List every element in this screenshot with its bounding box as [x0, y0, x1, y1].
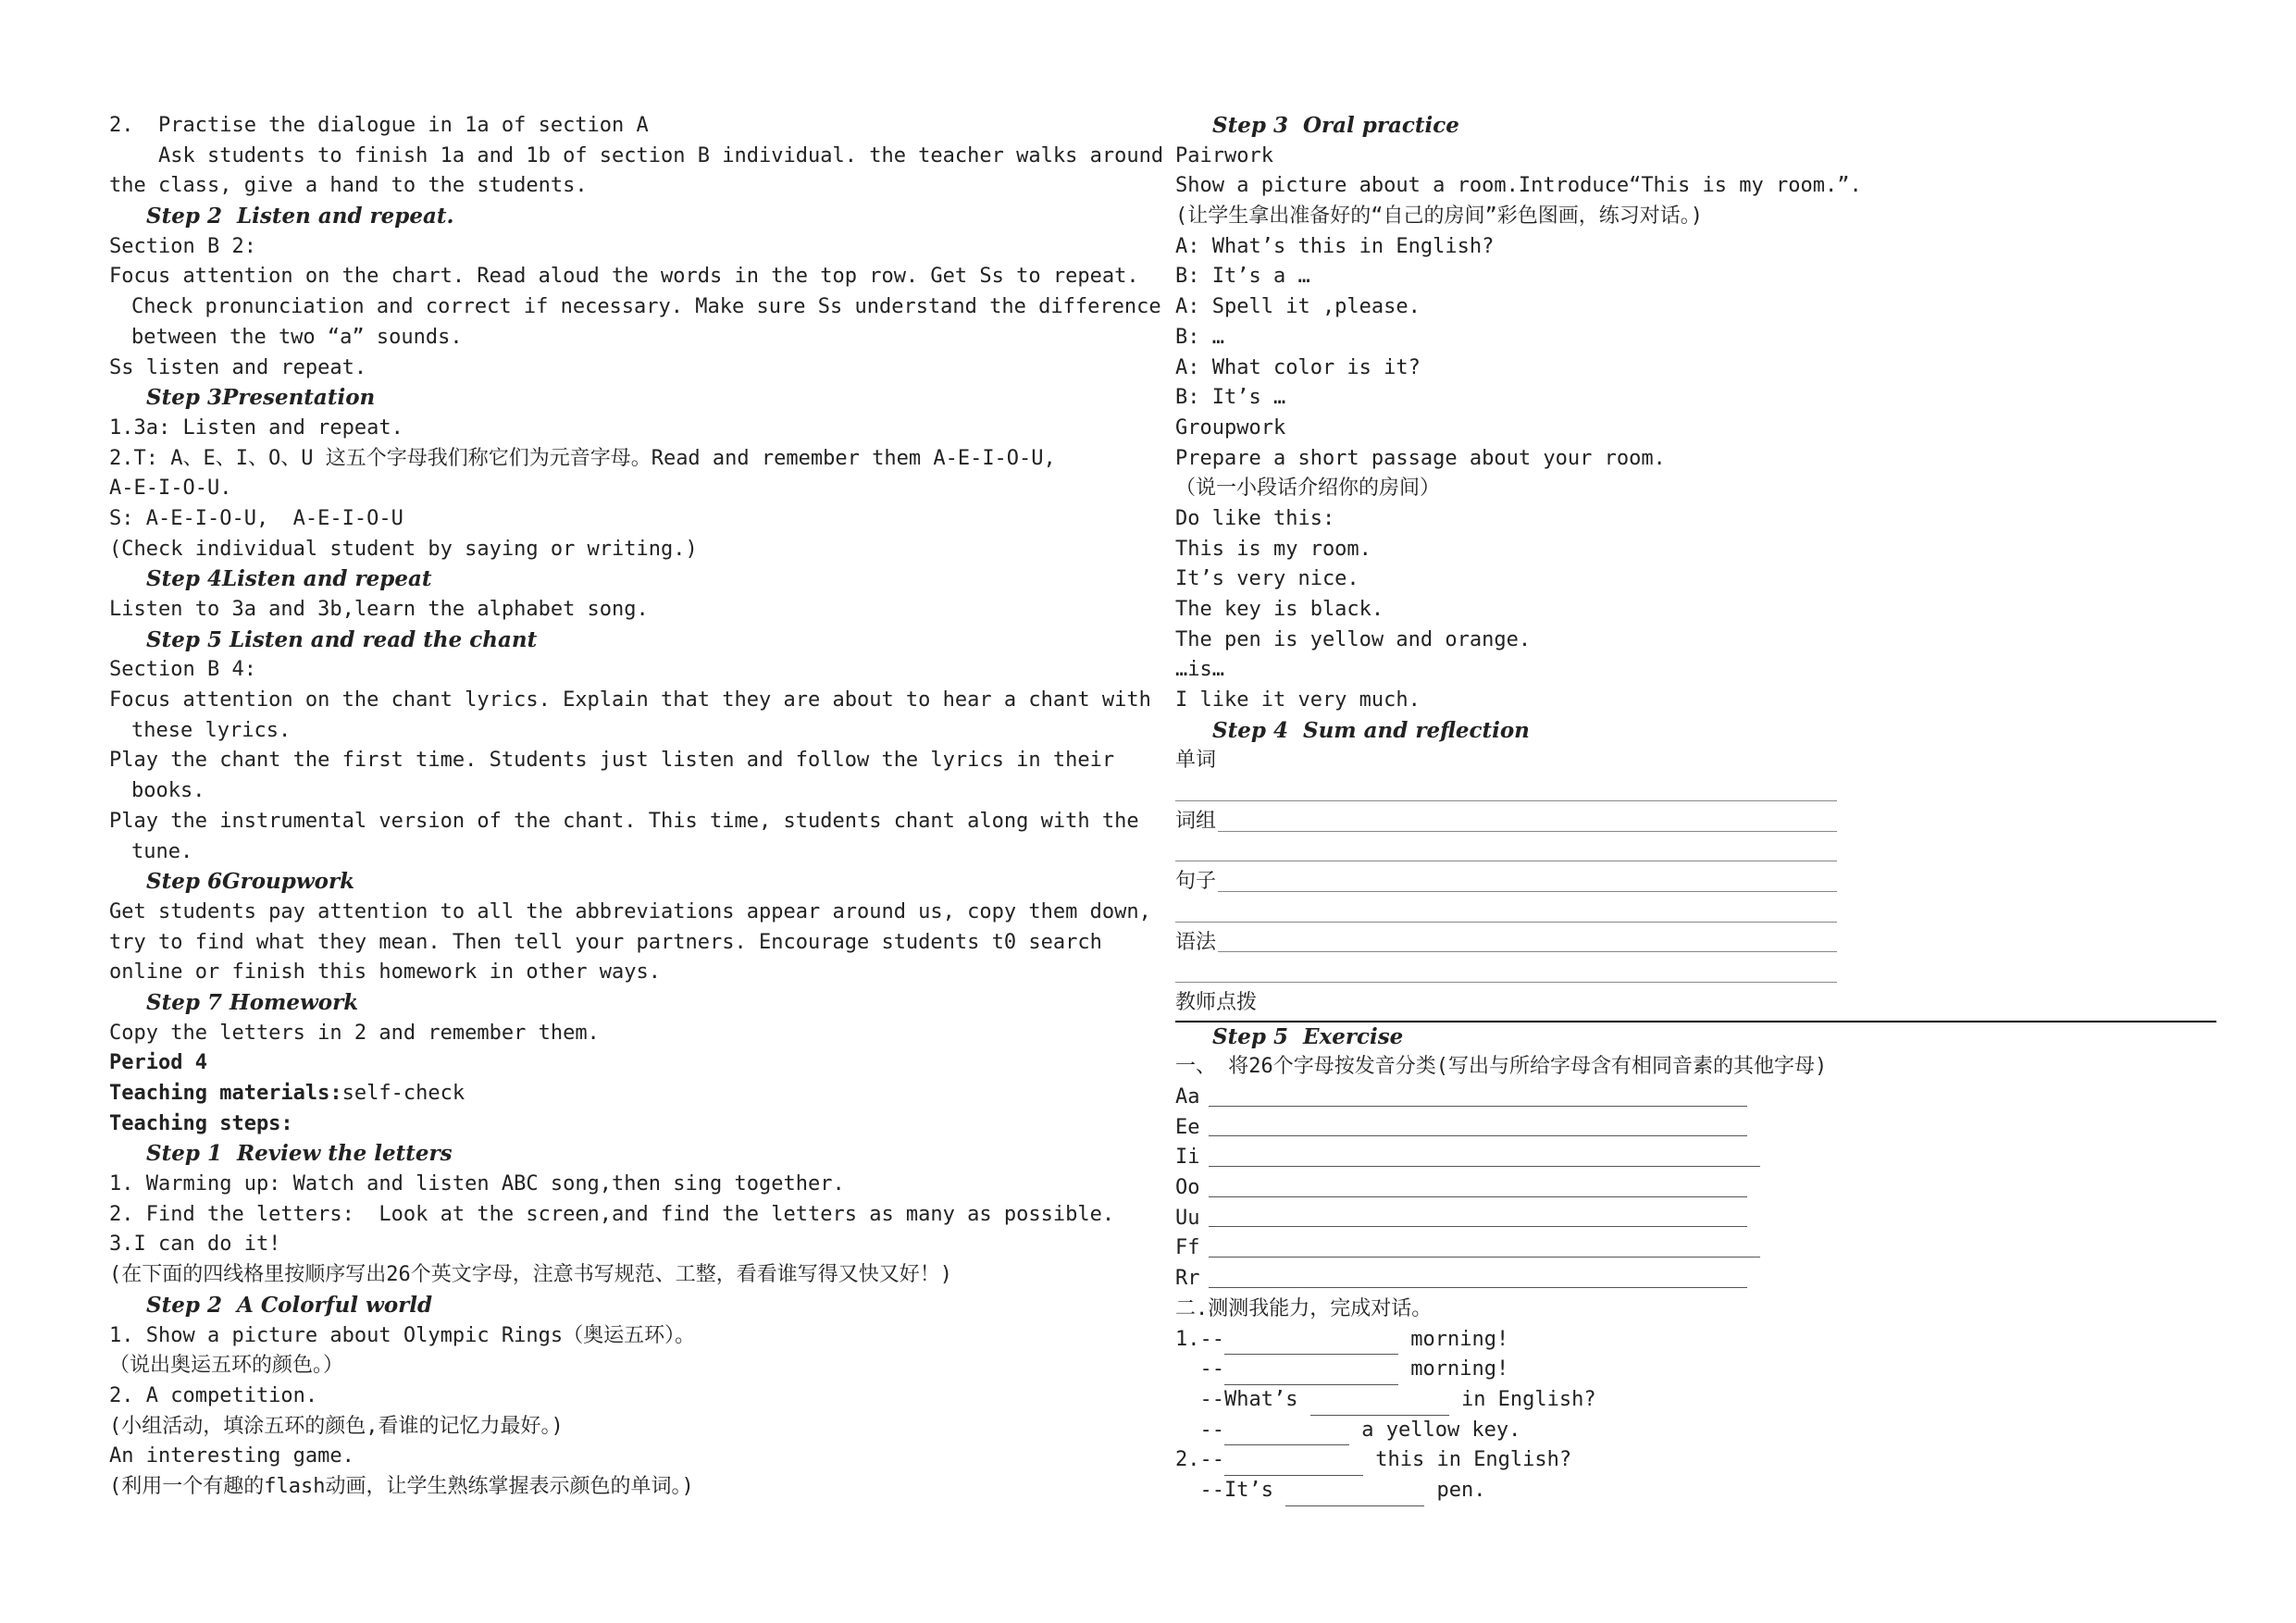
letter-row: [1175, 1143, 2221, 1173]
writing-line: [1175, 898, 1837, 928]
text-line: 2. A competition.: [109, 1383, 318, 1407]
text-line: …is…: [1175, 658, 1224, 682]
answer-blank[interactable]: [1209, 1226, 1747, 1227]
dialogue-item: [1175, 1445, 2221, 1476]
exercise-instruction: 二.测测我能力，完成对话。: [1175, 1296, 1433, 1320]
answer-blank[interactable]: [1209, 1166, 1760, 1167]
step-heading: Step 3 Oral practice: [1212, 113, 1459, 138]
writing-line: [1218, 891, 1837, 892]
words-label: 单词: [1175, 749, 1217, 773]
text-line: A-E-I-O-U.: [109, 477, 232, 501]
teaching-steps-heading: Teaching steps:: [109, 1111, 293, 1135]
text-line: between the two “a” sounds.: [131, 325, 463, 349]
text-line: books.: [131, 779, 205, 803]
writing-line: [1175, 837, 1837, 868]
step-heading: Step 4 Sum and reflection: [1212, 717, 1530, 743]
letter-label: Ee: [1175, 1115, 1200, 1139]
dialogue-line: B: It’s a …: [1175, 265, 1310, 289]
dialogue-line: B: It’s …: [1175, 386, 1286, 410]
answer-blank[interactable]: [1310, 1394, 1449, 1416]
dialogue-suffix: this in English?: [1362, 1448, 1572, 1472]
teacher-comment-label: 教师点拨: [1175, 990, 1258, 1014]
answer-blank[interactable]: [1209, 1287, 1747, 1288]
text-line: Focus attention on the chart. Read aloud the words in the top row. Get Ss to repeat.: [109, 265, 1139, 289]
sentences-label: 句子: [1175, 870, 1217, 894]
letter-label: Ff: [1175, 1236, 1200, 1260]
dialogue-line: A: What color is it?: [1175, 355, 1421, 379]
text-line: Do like this:: [1175, 506, 1335, 530]
letter-label: Aa: [1175, 1084, 1200, 1109]
dialogue-suffix: in English?: [1448, 1387, 1596, 1411]
text-line: 1.3a: Listen and repeat.: [109, 415, 403, 440]
step-heading: Step 5 Exercise: [1212, 1023, 1404, 1049]
step-heading: Step 3Presentation: [146, 385, 376, 411]
phrases-row: [1175, 807, 1837, 837]
text-line: Show a picture about a room.Introduce“This is my room.”.: [1175, 174, 1862, 198]
step-heading: Step 2 Listen and repeat.: [146, 204, 454, 229]
writing-line: [1218, 831, 1837, 832]
dialogue-item: [1175, 1476, 2221, 1506]
step-heading: Step 1 Review the letters: [146, 1141, 453, 1167]
text-line: Ss listen and repeat.: [109, 355, 367, 379]
text-line: 3.I can do it!: [109, 1233, 281, 1257]
letter-row: [1175, 1113, 2221, 1144]
text-line: Play the instrumental version of the chant. This time, students chant along with the: [109, 809, 1139, 833]
dialogue-line: A: Spell it ,please.: [1175, 295, 1421, 319]
dialogue-line: B: …: [1175, 325, 1224, 349]
text-line: Prepare a short passage about your room.: [1175, 446, 1666, 470]
writing-line: [1175, 776, 1837, 807]
dialogue-suffix: morning!: [1397, 1357, 1509, 1381]
text-line: Section B 2:: [109, 234, 256, 258]
text-line: 2. Practise the dialogue in 1a of section A: [109, 114, 649, 137]
text-line: (利用一个有趣的flash动画，让学生熟练掌握表示颜色的单词。): [109, 1474, 694, 1498]
answer-blank[interactable]: [1209, 1257, 1760, 1258]
text-line: (在下面的四线格里按顺序写出26个英文字母，注意书写规范、工整，看看谁写得又快又好！): [109, 1263, 952, 1287]
text-line: (让学生拿出准备好的“自己的房间”彩色图画，练习对话。): [1175, 204, 1703, 229]
text-line: 2. Find the letters: Look at the screen,and find the letters as many as possible.: [109, 1202, 1115, 1226]
teaching-materials: [109, 1079, 1136, 1109]
letter-label: Uu: [1175, 1206, 1200, 1230]
text-line: （说出奥运五环的颜色。）: [109, 1354, 344, 1378]
dialogue-item: [1175, 1416, 2221, 1446]
text-line: An interesting game.: [109, 1444, 354, 1468]
dialogue-prefix: 1.--: [1175, 1327, 1224, 1351]
teaching-materials-label: Teaching materials:: [109, 1082, 342, 1105]
text-line: tune.: [131, 839, 193, 863]
step-heading: Step 5 Listen and read the chant: [146, 626, 538, 652]
dialogue-item: [1175, 1325, 2221, 1356]
answer-blank[interactable]: [1285, 1485, 1424, 1506]
phrases-label: 词组: [1175, 809, 1217, 833]
answer-blank[interactable]: [1209, 1106, 1747, 1107]
writing-line: [1218, 951, 1837, 952]
letter-row: [1175, 1233, 2221, 1264]
dialogue-prefix: --It’s: [1175, 1478, 1286, 1502]
left-column: [109, 111, 1164, 1503]
letter-row: [1175, 1173, 2221, 1204]
dialogue-suffix: a yellow key.: [1348, 1418, 1521, 1442]
exercise-instruction: 一、 将26个字母按发音分类(写出与所给字母含有相同音素的其他字母): [1175, 1055, 1828, 1079]
text-line: 1. Show a picture about Olympic Rings（奥运五环）。: [109, 1323, 696, 1347]
text-line: Focus attention on the chant lyrics. Explain that they are about to hear a chant with: [109, 688, 1151, 712]
text-line: Check pronunciation and correct if necessary. Make sure Ss understand the difference: [131, 295, 1161, 319]
answer-blank[interactable]: [1224, 1333, 1398, 1355]
answer-blank[interactable]: [1209, 1196, 1747, 1197]
text-line: the class, give a hand to the students.: [109, 174, 588, 198]
letter-label: Rr: [1175, 1267, 1200, 1291]
answer-blank[interactable]: [1224, 1424, 1349, 1445]
text-line: The pen is yellow and orange.: [1175, 627, 1532, 651]
letter-label: Ii: [1175, 1146, 1200, 1170]
text-line: This is my room.: [1175, 537, 1371, 561]
text-line: 1. Warming up: Watch and listen ABC song,then sing together.: [109, 1172, 845, 1196]
dialogue-item: [1175, 1385, 2221, 1416]
dialogue-prefix: --: [1175, 1418, 1224, 1442]
letter-label: Oo: [1175, 1176, 1200, 1200]
text-line: I like it very much.: [1175, 688, 1421, 712]
letter-row: [1175, 1264, 2221, 1295]
text-line: Copy the letters in 2 and remember them.: [109, 1021, 600, 1045]
sentences-row: [1175, 867, 1837, 898]
text-line: these lyrics.: [131, 718, 292, 742]
text-line: Ask students to finish 1a and 1b of section B individual. the teacher walks around: [109, 143, 1164, 167]
text-line: (小组活动，填涂五环的颜色,看谁的记忆力最好。): [109, 1414, 564, 1438]
reflection-section: [1175, 746, 1837, 1018]
dialogue-suffix: morning!: [1397, 1327, 1509, 1351]
text-line: Get students pay attention to all the abbreviations appear around us, copy them down,: [109, 899, 1151, 923]
dialogue-line: A: What’s this in English?: [1175, 234, 1495, 258]
text-line: Section B 4:: [109, 658, 256, 682]
answer-blank[interactable]: [1224, 1455, 1363, 1476]
dialogue-suffix: pen.: [1424, 1478, 1486, 1502]
step-heading: Step 2 A Colorful world: [146, 1292, 433, 1318]
answer-blank[interactable]: [1224, 1364, 1398, 1385]
step-heading: Step 6Groupwork: [146, 869, 355, 895]
text-line: Listen to 3a and 3b,learn the alphabet song.: [109, 598, 649, 621]
text-line: It’s very nice.: [1175, 567, 1359, 591]
text-line: (Check individual student by saying or writing.): [109, 537, 698, 561]
text-line: （说一小段话介绍你的房间）: [1175, 477, 1441, 501]
text-line: The key is black.: [1175, 598, 1384, 621]
grammar-row: [1175, 928, 1837, 959]
teaching-materials-value: self-check: [341, 1082, 465, 1105]
letter-row: [1175, 1204, 2221, 1234]
answer-blank[interactable]: [1209, 1135, 1747, 1136]
text-line: Groupwork: [1175, 415, 1286, 440]
text-line: Play the chant the first time. Students just listen and follow the lyrics in their: [109, 749, 1115, 773]
grammar-label: 语法: [1175, 930, 1217, 954]
step-heading: Step 4Listen and repeat: [146, 566, 432, 592]
period-heading: Period 4: [109, 1051, 207, 1075]
writing-line: [1175, 958, 1837, 988]
text-line: 2.T: A、E、I、O、U 这五个字母我们称它们为元音字母。Read and remember them A-E-I-O-U,: [109, 446, 1056, 470]
dialogue-item: [1175, 1355, 2221, 1385]
dialogue-prefix: --What’s: [1175, 1387, 1310, 1411]
step-heading: Step 7 Homework: [146, 989, 359, 1015]
dialogue-prefix: 2.--: [1175, 1448, 1224, 1472]
letter-row: [1175, 1083, 2221, 1113]
text-line: try to find what they mean. Then tell your partners. Encourage students t0 search: [109, 930, 1102, 954]
text-line: online or finish this homework in other ways.: [109, 960, 662, 985]
text-line: S: A-E-I-O-U, A-E-I-O-U: [109, 506, 403, 530]
text-line: Pairwork: [1175, 143, 1273, 167]
right-column: [1175, 111, 2221, 1506]
dialogue-prefix: --: [1175, 1357, 1224, 1381]
